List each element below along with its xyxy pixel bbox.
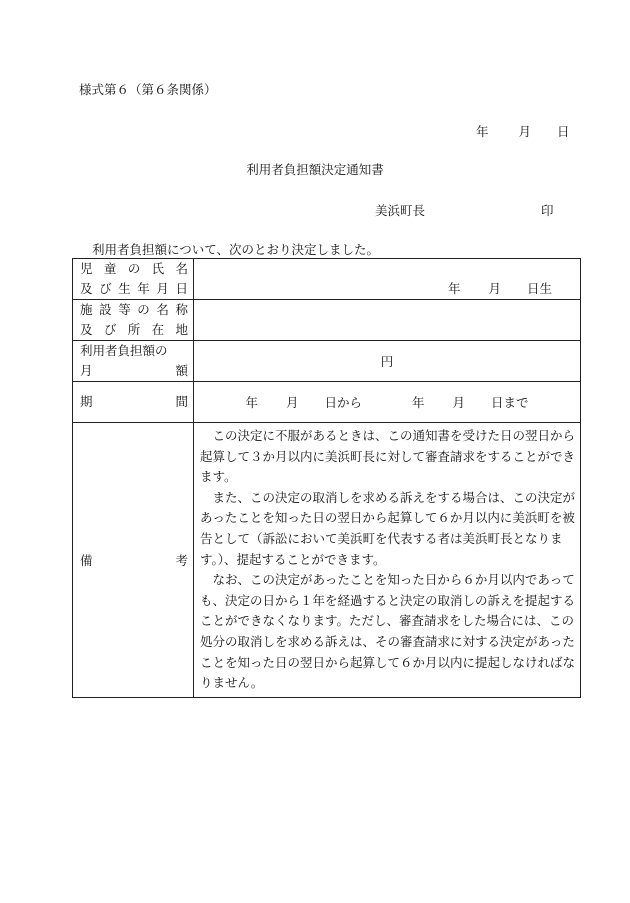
remarks-paragraph-3: なお、この決定があったことを知った日から６か月以内であっても、決定の日から１年を経過すると決定の取消しの訴えを提起することができなくなります。ただし、審査請求をした場合には、この処分の取消しを求める訴えは、その審査請求に対する決定があったことを知った日の翌日から起算して６か月以内に提起しなければなりません。 [200,572,576,691]
child-label [73,259,194,300]
period-from-day: 日から [324,395,362,410]
period-label-kan: 間 [175,394,188,409]
table-row-child [73,259,581,300]
birth-year: 年 [447,281,461,296]
seal-mark: 印 [541,203,554,218]
remarks-label-kou: 考 [175,552,188,568]
birth-month: 月 [488,281,501,296]
child-label-line1: 児 童 の 氏 名 [80,261,188,276]
child-label-line2: 及 び 生 年 月 日 [80,281,188,296]
child-value[interactable] [194,259,581,300]
intro-text: 利用者負担額について、次のとおり決定しました。 [92,242,380,257]
issue-date-year: 年 [476,124,489,139]
facility-label [73,300,194,341]
remarks-paragraph-2: また、この決定の取消しを求める訴えをする場合は、この決定があったことを知った日の翌日から起算して６か月以内に美浜町を被告として（訴訟において美浜町を代表する者は美浜町長となります。）、提起することができます。 [200,489,576,567]
facility-value[interactable] [194,300,581,341]
amount-label-line1: 利用者負担額の [80,343,168,358]
remarks-label-bi: 備 [80,552,93,568]
period-label-ki: 期 [80,394,93,409]
amount-label-month: 月 [80,363,93,378]
facility-label-line1: 施 設 等 の 名 称 [80,302,188,317]
period-from-month: 月 [285,395,299,410]
remarks-value [194,423,581,698]
birth-day: 日生 [526,281,552,296]
remarks-paragraph-1: この決定に不服があるときは、この通知書を受けた日の翌日から起算して３か月以内に美浜町長に対して審査請求をすることができます。 [200,428,576,485]
amount-label [73,341,194,382]
table-row-facility [73,300,581,341]
document-title: 利用者負担額決定通知書 [246,162,384,177]
period-from-year: 年 [245,395,258,410]
remarks-label [73,423,194,698]
issue-date [476,122,570,140]
amount-value[interactable] [194,341,581,382]
period-to-year: 年 [412,395,425,410]
period-to-day: 日まで [491,395,529,410]
table-row-remarks [73,423,581,698]
table-row-amount [73,341,581,382]
period-value[interactable] [194,382,581,423]
decision-table [72,258,581,698]
period-label [73,382,194,423]
issue-date-day: 日 [557,124,570,139]
facility-label-line2: 及 び 所 在 地 [80,322,188,337]
amount-label-line2 [80,361,188,381]
issuer-name: 美浜町長 [375,203,426,218]
table-row-period [73,382,581,423]
form-number: 様式第６（第６条関係） [79,82,217,97]
amount-unit: 円 [380,354,394,369]
issue-date-month: 月 [518,124,532,139]
period-to-month: 月 [452,395,466,410]
amount-label-gaku: 額 [175,363,188,378]
